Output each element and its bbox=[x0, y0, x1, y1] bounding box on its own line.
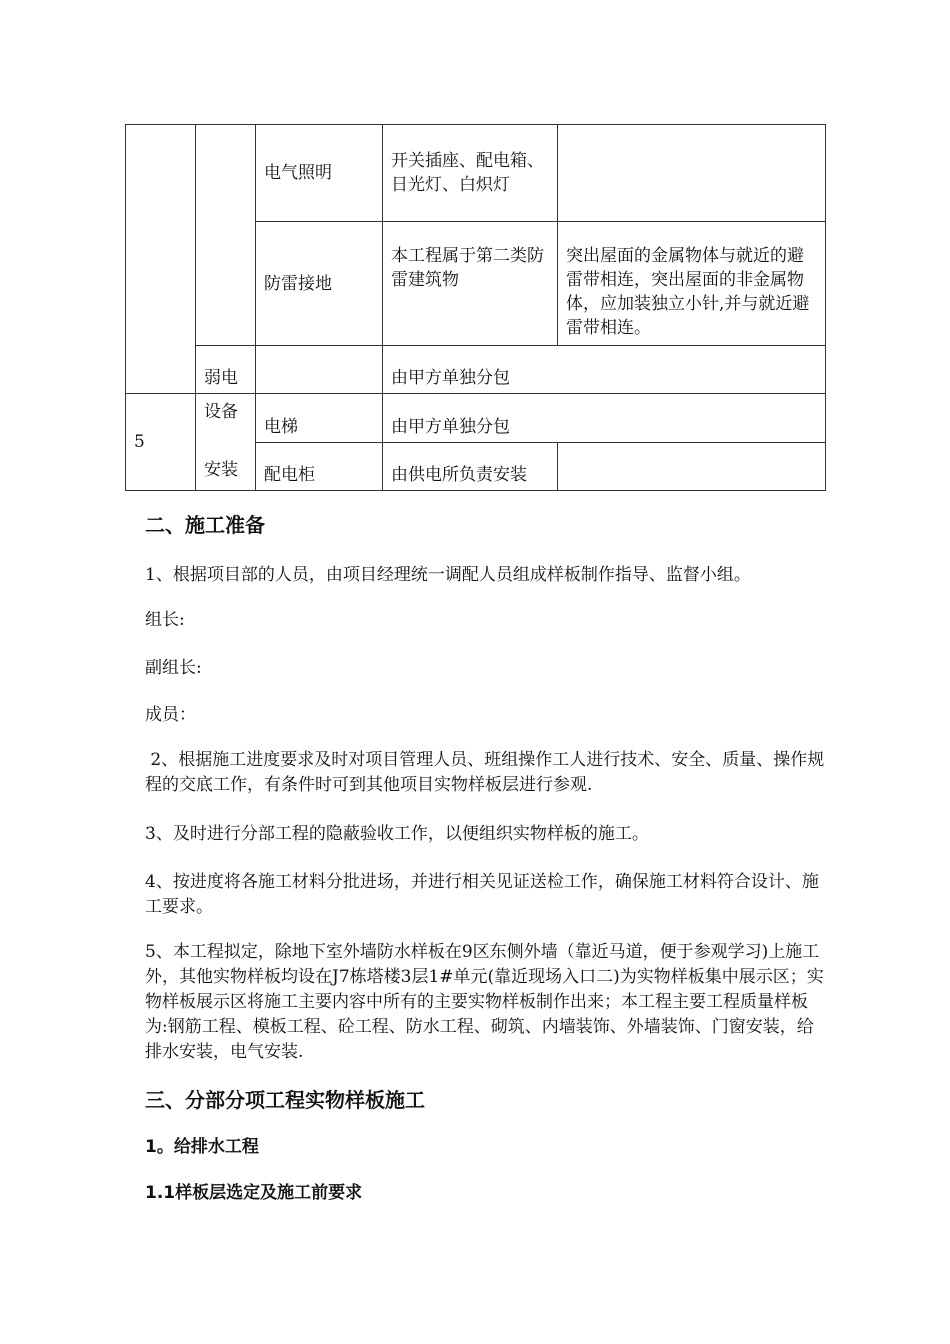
item-elevator: 电梯 bbox=[264, 416, 298, 437]
table-cell bbox=[256, 394, 383, 443]
table-cell bbox=[558, 442, 826, 491]
table-cell bbox=[383, 394, 826, 443]
table-cell bbox=[126, 125, 196, 394]
installation-table bbox=[125, 124, 826, 491]
item-lightning: 防雷接地 bbox=[264, 273, 332, 294]
section2-p1: 1、根据项目部的人员，由项目经理统一调配人员组成样板制作指导、监督小组。 bbox=[145, 565, 751, 585]
table-cell bbox=[196, 125, 256, 346]
category-equipment: 设备 bbox=[204, 402, 238, 422]
table-row bbox=[126, 394, 826, 443]
section2-p4: 4、按进度将各施工材料分批进场，并进行相关见证送检工作，确保施工材料符合设计、施工要求。 bbox=[145, 872, 819, 917]
table-cell bbox=[383, 222, 558, 346]
table-row bbox=[126, 346, 826, 394]
section3-sub1: 1。给排水工程 bbox=[145, 1137, 259, 1157]
table-cell bbox=[196, 394, 256, 491]
table-cell bbox=[256, 346, 383, 394]
table-cell bbox=[256, 222, 383, 346]
category-install: 安装 bbox=[204, 460, 238, 480]
table-cell bbox=[383, 442, 558, 491]
table-cell bbox=[256, 442, 383, 491]
table-cell bbox=[383, 346, 826, 394]
section3-sub11: 1.1样板层选定及施工前要求 bbox=[145, 1183, 363, 1203]
note-lightning: 突出屋面的金属物体与就近的避雷带相连，突出屋面的非金属物体，应加装独立小针,并与就近避雷带相连。 bbox=[566, 246, 810, 338]
item-electric-lighting: 电气照明 bbox=[264, 163, 332, 183]
table-cell bbox=[256, 125, 383, 222]
members-label: 成员： bbox=[145, 705, 196, 725]
row-index: 5 bbox=[134, 432, 145, 452]
table-cell bbox=[196, 346, 256, 394]
item-cabinet: 配电柜 bbox=[264, 465, 315, 485]
table-cell bbox=[126, 394, 196, 491]
section2-p2: 2、根据施工进度要求及时对项目管理人员、班组操作工人进行技术、安全、质量、操作规程的交底工作，有条件时可到其他项目实物样板层进行参观. bbox=[145, 750, 825, 795]
table-cell bbox=[558, 222, 826, 346]
table-cell bbox=[383, 125, 558, 222]
table-row bbox=[126, 125, 826, 222]
content-weak: 由甲方单独分包 bbox=[391, 368, 510, 388]
content-lightning: 本工程属于第二类防雷建筑物 bbox=[391, 246, 544, 290]
category-weak: 弱电 bbox=[204, 368, 238, 388]
leader-label: 组长: bbox=[145, 610, 185, 630]
section2-p5: 5、本工程拟定，除地下室外墙防水样板在9区东侧外墙（靠近马道，便于参观学习)上施工外，其他实物样板均设在J7栋塔楼3层1#单元(靠近现场入口二)为实物样板集中展示区；实物样板展示区将施工主要内容中所有的主要实物样板制作出来；本工程主要工程质量样板为:钢筋工程、模板工程、砼工程、防水工程、砌筑、内墙装饰、外墙装饰、门窗安装，给排水安装，电气安装. bbox=[145, 942, 824, 1062]
content-cabinet: 由供电所负责安装 bbox=[391, 465, 527, 485]
content-electric-lighting: 开关插座、配电箱、日光灯、白炽灯 bbox=[391, 151, 544, 195]
deputy-label: 副组长: bbox=[145, 658, 202, 678]
table-cell bbox=[558, 125, 826, 222]
section2-title: 二、施工准备 bbox=[145, 513, 265, 537]
section3-title: 三、分部分项工程实物样板施工 bbox=[145, 1088, 425, 1112]
section2-p3: 3、及时进行分部工程的隐蔽验收工作，以便组织实物样板的施工。 bbox=[145, 824, 649, 844]
content-elevator: 由甲方单独分包 bbox=[391, 416, 510, 437]
